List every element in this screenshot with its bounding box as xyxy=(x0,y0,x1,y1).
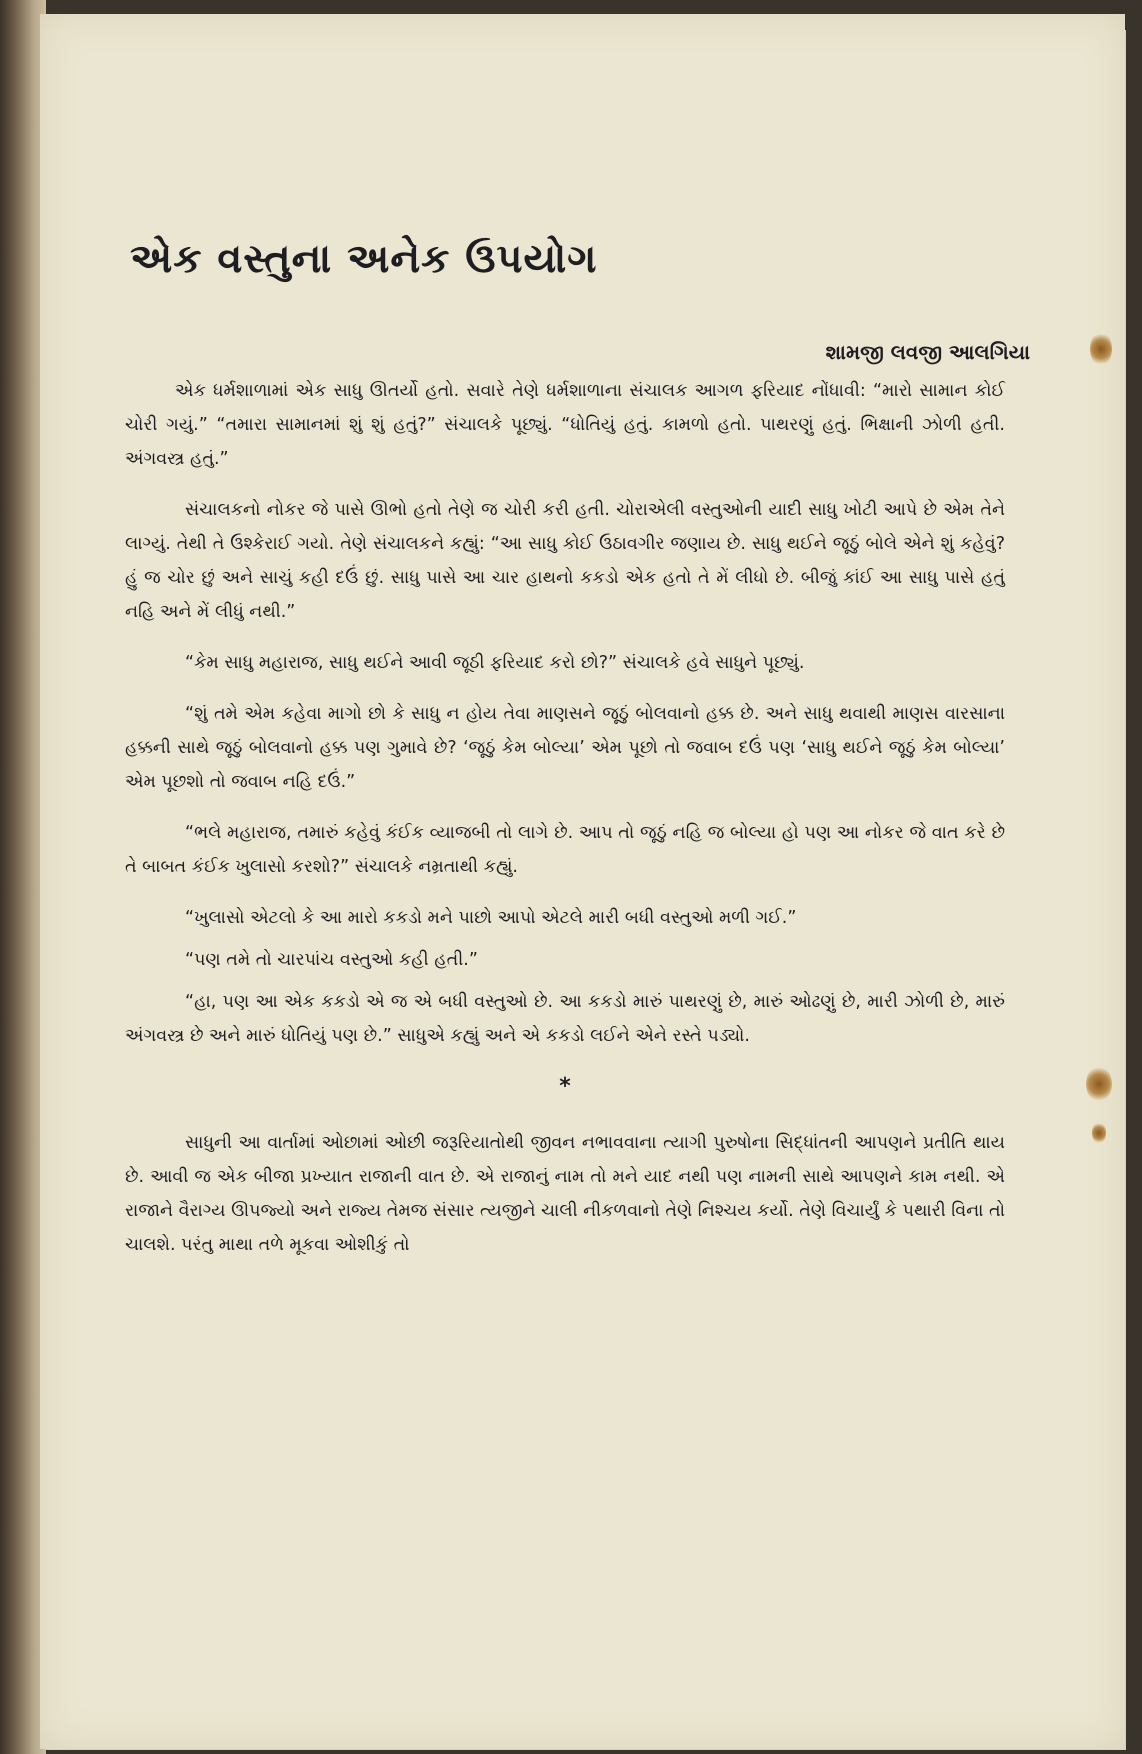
paper-stain xyxy=(1090,332,1112,366)
paragraph: સંચાલકનો નોકર જે પાસે ઊભો હતો તેણે જ ચોરી કરી હતી. ચોરાએલી વસ્તુઓની યાદી સાધુ ખોટી આપે છે એમ તેને લાગ્યું. તેથી તે ઉશ્કેરાઈ ગયો. તેણે સંચાલકને કહ્યું: “આ સાધુ કોઈ ઉઠાવગીર જણાય છે. સાધુ થઈને જૂઠું બોલે એને શું કહેવું? હું જ ચોર છું અને સાચું કહી દઉં છું. સાધુ પાસે આ ચાર હાથનો કકડો એક હતો તે મેં લીધો છે. બીજું કાંઈ આ સાધુ પાસે હતું નહિ અને મેં લીધું નથી.” xyxy=(125,500,1005,622)
paragraph: એક ધર્મશાળામાં એક સાધુ ઊતર્યો હતો. સવારે તેણે ધર્મશાળાના સંચાલક આગળ ફરિયાદ નોંધાવી: “મારો સામાન કોઈ ચોરી ગયું.” “તમારા સામાનમાં શું શું હતું?” સંચાલકે પૂછ્યું. “ધોતિયું હતું. કામળો હતો. પાથરણું હતું. ભિક્ષાની ઝોળી હતી. અંગવસ્ત્ર હતું.” xyxy=(125,381,1005,469)
paragraph: “શું તમે એમ કહેવા માગો છો કે સાધુ ન હોય તેવા માણસને જૂઠું બોલવાનો હક્ક છે. અને સાધુ થવાથી માણસ વારસાના હક્કની સાથે જૂઠું બોલવાનો હક્ક પણ ગુમાવે છે? ‘જૂઠું કેમ બોલ્યા’ એમ પૂછો તો જવાબ દઉં પણ ‘સાધુ થઈને જૂઠું કેમ બોલ્યા’ એમ પૂછશો તો જવાબ નહિ દઉં.” xyxy=(125,704,1005,792)
paragraph: “હા, પણ આ એક કકડો એ જ એ બધી વસ્તુઓ છે. આ કકડો મારું પાથરણું છે, મારું ઓઢણું છે, મારી ઝોળી છે, મારું અંગવસ્ત્ર છે અને મારું ધોતિયું પણ છે.” સાધુએ કહ્યું અને એ કકડો લઈને એને રસ્તે પડ્યો. xyxy=(125,992,1005,1046)
paper-stain xyxy=(1086,1066,1112,1102)
section-separator: * xyxy=(559,1074,571,1099)
paragraph: “પણ તમે તો ચારપાંચ વસ્તુઓ કહી હતી.” xyxy=(185,950,478,970)
paragraph: “કેમ સાધુ મહારાજ, સાધુ થઈને આવી જૂઠી ફરિયાદ કરો છો?” સંચાલકે હવે સાધુને પૂછ્યું. xyxy=(185,653,805,673)
paragraph: સાધુની આ વાર્તામાં ઓછામાં ઓછી જરૂરિયાતોથી જીવન નભાવવાના ત્યાગી પુરુષોના સિદ્ધાંતની આપણને પ્રતીતિ થાય છે. આવી જ એક બીજા પ્રખ્યાત રાજાની વાત છે. એ રાજાનું નામ તો મને યાદ નથી પણ નામની સાથે આપણને કામ નથી. એ રાજાને વૈરાગ્ય ઊપજ્યો અને રાજ્ય તેમજ સંસાર ત્યજીને ચાલી નીકળવાનો તેણે નિશ્ચય કર્યો. તેણે વિચાર્યું કે પથારી વિના તો ચાલશે. પરંતુ માથા તળે મૂકવા ઓશીકું તો xyxy=(125,1133,1005,1255)
article-title: એક વસ્તુના અનેક ઉપયોગ xyxy=(130,236,598,282)
article-body xyxy=(125,374,1005,1279)
document-page xyxy=(40,14,1125,1749)
paper-stain xyxy=(1092,1122,1106,1144)
paragraph: “ખુલાસો એટલો કે આ મારો કકડો મને પાછો આપો એટલે મારી બધી વસ્તુઓ મળી ગઈ.” xyxy=(185,908,797,928)
paragraph: “ભલે મહારાજ, તમારું કહેવું કંઈક વ્યાજબી તો લાગે છે. આપ તો જૂઠું નહિ જ બોલ્યા હો પણ આ નોકર જે વાત કરે છે તે બાબત કંઈક ખુલાસો કરશો?” સંચાલકે નમ્રતાથી કહ્યું. xyxy=(125,823,1005,877)
article-author: શામજી લવજી આલગિયા xyxy=(825,340,1030,364)
